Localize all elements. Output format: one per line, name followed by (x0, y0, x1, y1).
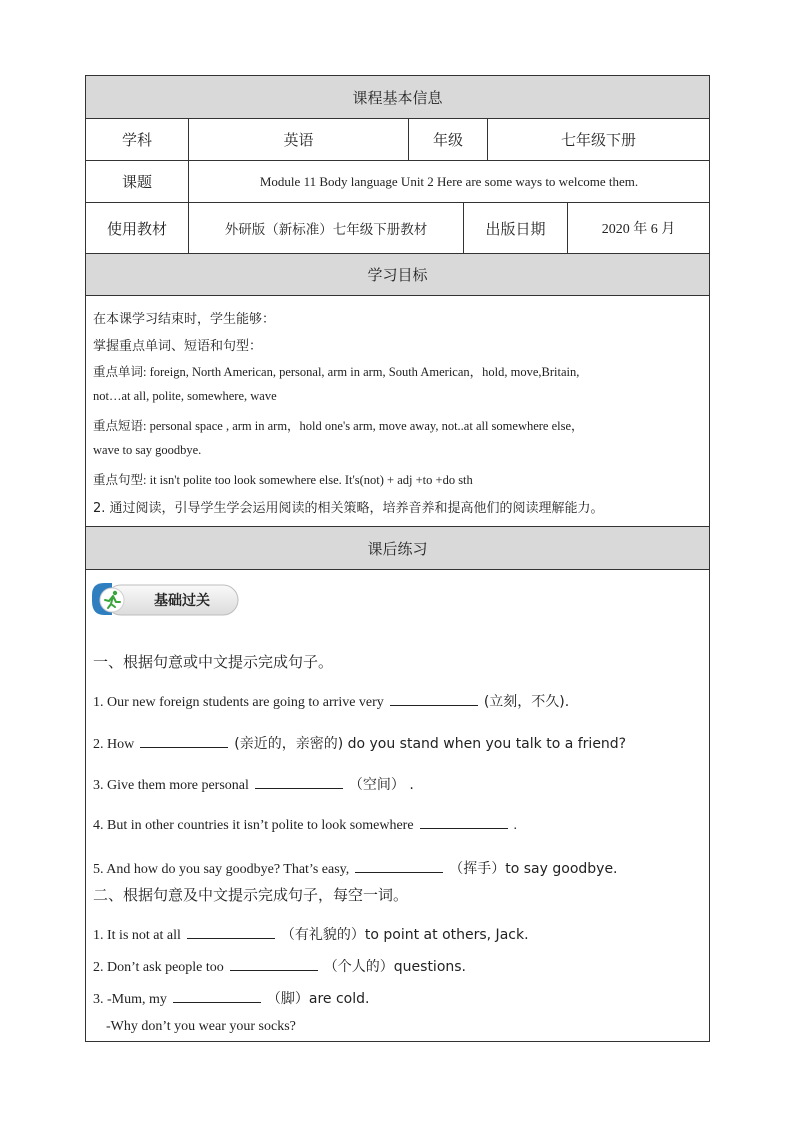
textbook-value: 外研版（新标准）七年级下册教材 (189, 203, 464, 253)
grade-value: 七年级下册 (560, 131, 636, 149)
answer-blank[interactable] (420, 816, 508, 829)
exercise-item: 2. Don’t ask people too （个人的）questions. (93, 959, 467, 975)
topic-value: Module 11 Body language Unit 2 Here are some ways to welcome them. (259, 173, 639, 189)
answer-blank[interactable] (255, 776, 343, 789)
subject-row (86, 119, 709, 161)
subject-label: 学科 (86, 119, 189, 160)
textbook-row (86, 203, 709, 254)
exercise-item: 1. Our new foreign students are going to arrive very (立刻，不久). (93, 694, 570, 710)
objective-line: 在本课学习结束时，学生能够： (93, 312, 276, 327)
answer-blank[interactable] (390, 693, 478, 706)
objective-line: 2. 通过阅读，引导学生学会运用阅读的相关策略，培养音养和提高他们的阅读理解能力。 (93, 501, 604, 516)
objective-line: 重点单词: foreign, North American, personal, arm in arm, South American，hold, move,Britain, (93, 365, 580, 379)
objective-line: 重点短语: personal space , arm in arm，hold one's arm, move away, not..at all somewhere else， (93, 419, 584, 433)
textbook-label: 使用教材 (86, 203, 189, 253)
course-info-title: 课程基本信息 (352, 88, 443, 107)
grade-label: 年级 (409, 119, 488, 160)
lesson-table (85, 75, 710, 1042)
objectives-title: 学习目标 (367, 266, 428, 284)
practice-title: 课后练习 (367, 539, 428, 558)
subject-value: 英语 (189, 119, 409, 160)
exercise-item: 3. Give them more personal （空间） . (93, 777, 414, 793)
exercise-reply: -Why don’t you wear your socks? (106, 1019, 296, 1034)
topic-label: 课题 (86, 161, 189, 202)
answer-blank[interactable] (173, 990, 261, 1003)
exercise-item: 3. -Mum, my （脚）are cold. (93, 991, 370, 1007)
answer-blank[interactable] (140, 735, 228, 748)
section2-title: 二、根据句意及中文提示完成句子，每空一词。 (93, 886, 409, 904)
answer-blank[interactable] (355, 860, 443, 873)
pubdate-label: 出版日期 (464, 203, 568, 253)
course-info-header (86, 76, 709, 119)
section1-title: 一、根据句意或中文提示完成句子。 (93, 653, 334, 671)
objective-line: wave to say goodbye. (93, 443, 202, 457)
practice-header (86, 527, 709, 570)
exercise-item: 2. How (亲近的，亲密的) do you stand when you talk to a friend? (93, 736, 627, 752)
exercise-item: 1. It is not at all （有礼貌的）to point at others, Jack. (93, 927, 529, 943)
exercise-item: 4. But in other countries it isn’t polite to look somewhere . (93, 818, 518, 833)
objective-line: 重点句型: it isn't polite too look somewhere else. It's(not) + adj +to +do sth (93, 473, 473, 487)
answer-blank[interactable] (230, 958, 318, 971)
badge-label: 基础过关 (154, 593, 210, 609)
exercise-item: 5. And how do you say goodbye? That’s easy, （挥手）to say goodbye. (93, 861, 618, 877)
objective-line: 掌握重点单词、短语和句型： (93, 339, 263, 354)
objectives-body (86, 296, 709, 527)
practice-body (86, 570, 709, 1041)
pubdate-value: 2020 年 6 月 (601, 222, 676, 237)
answer-blank[interactable] (187, 926, 275, 939)
objective-line: not…at all, polite, somewhere, wave (93, 389, 277, 403)
basic-level-badge (90, 579, 242, 619)
objectives-header (86, 254, 709, 296)
topic-row (86, 161, 709, 203)
